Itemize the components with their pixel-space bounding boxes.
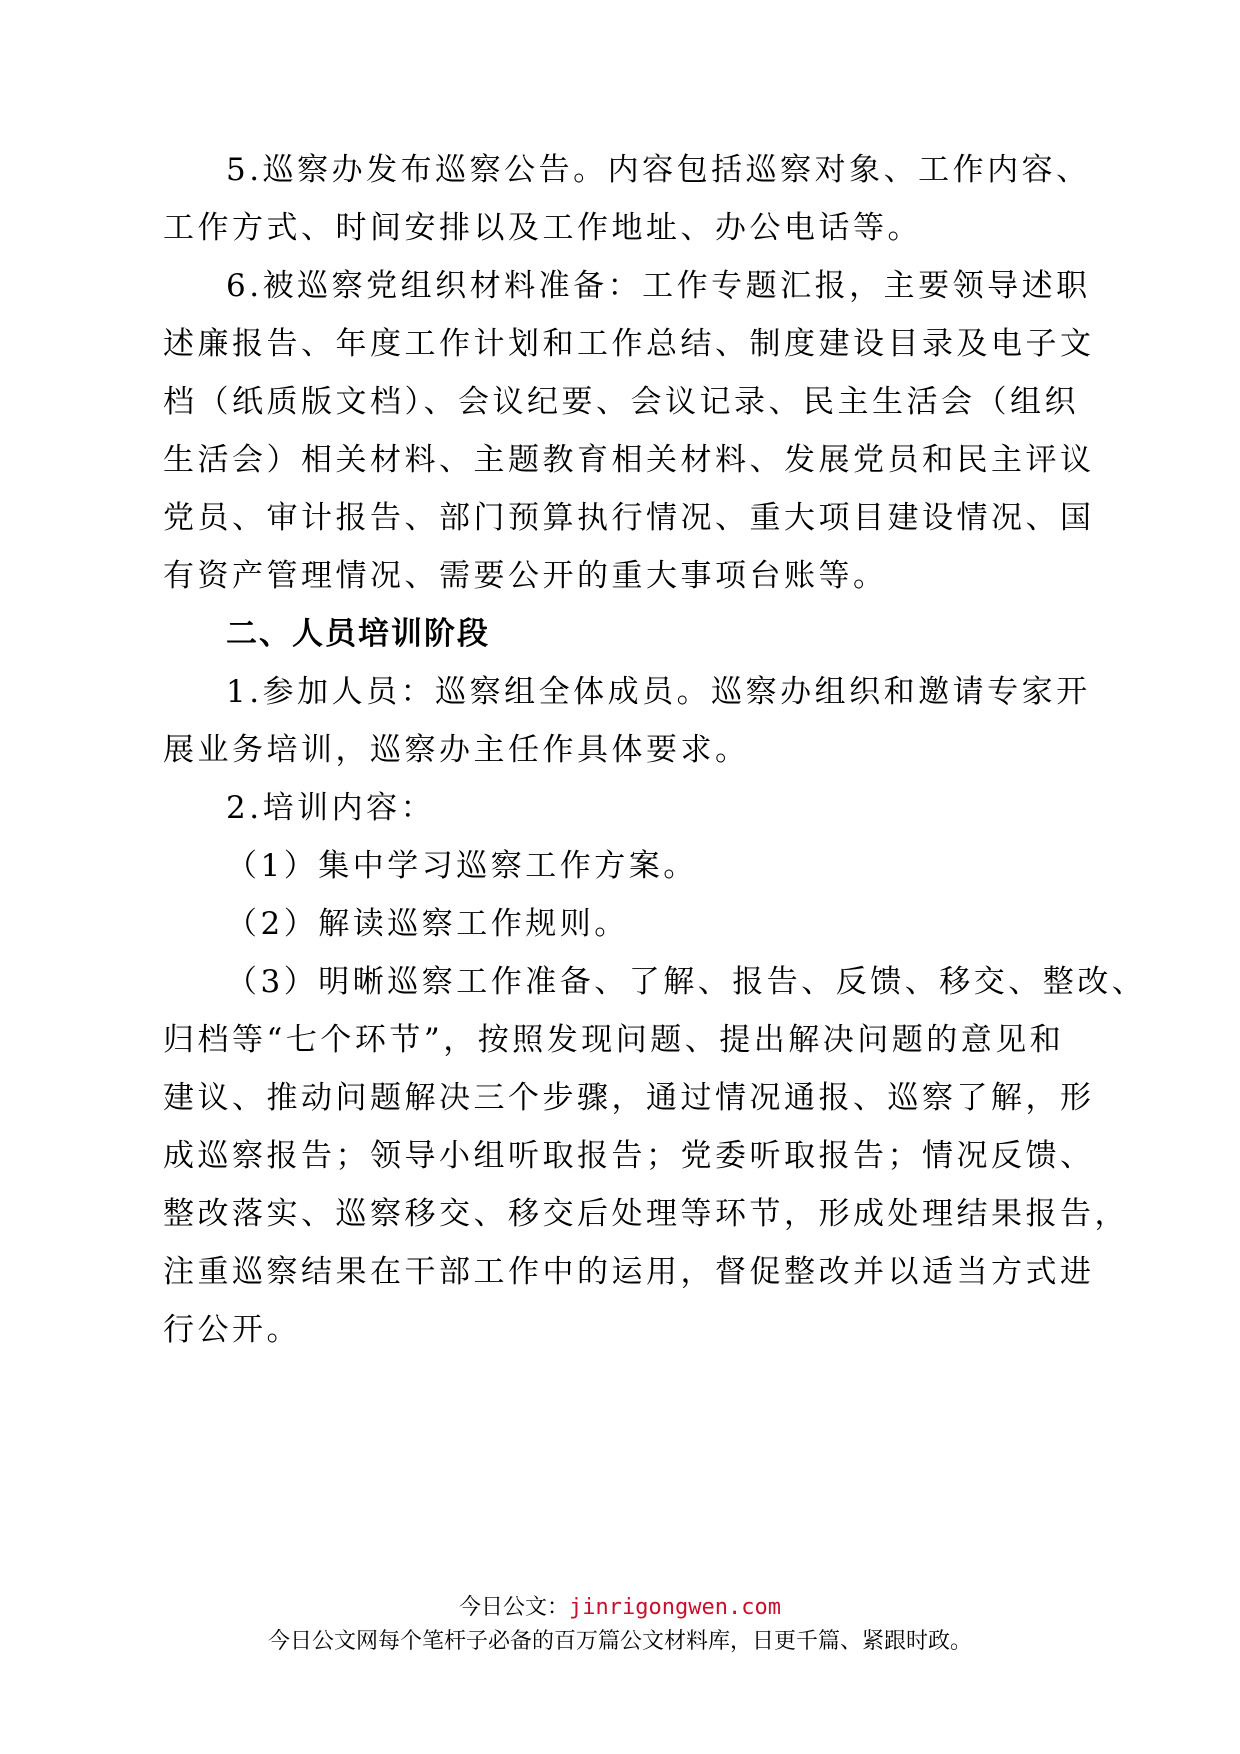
paragraph-line: 党员、审计报告、部门预算执行情况、重大项目建设情况、国 [163, 500, 1095, 536]
paragraph-line: 整改落实、巡察移交、移交后处理等环节，形成处理结果报告， [163, 1196, 1129, 1232]
paragraph-line: 述廉报告、年度工作计划和工作总结、制度建设目录及电子文 [163, 326, 1095, 362]
footer-site-label: 今日公文： [459, 1595, 570, 1620]
paragraph-line: （2）解读巡察工作规则。 [226, 906, 629, 942]
footer-site [0, 1593, 1240, 1623]
paragraph-line: 2.培训内容： [226, 790, 436, 826]
paragraph-line: 归档等“七个环节”，按照发现问题、提出解决问题的意见和 [163, 1022, 1065, 1058]
paragraph-line: （1）集中学习巡察工作方案。 [226, 848, 698, 884]
paragraph-line: 建议、推动问题解决三个步骤，通过情况通报、巡察了解，形 [163, 1080, 1095, 1116]
section-heading: 二、人员培训阶段 [226, 616, 490, 652]
paragraph-line: 展业务培训，巡察办主任作具体要求。 [163, 732, 750, 768]
footer-slogan: 今日公文网每个笔杆子必备的百万篇公文材料库，日更千篇、紧跟时政。 [267, 1629, 972, 1654]
paragraph-line: 工作方式、时间安排以及工作地址、办公电话等。 [163, 210, 922, 246]
paragraph-line: 有资产管理情况、需要公开的重大事项台账等。 [163, 558, 888, 594]
paragraph-line: 成巡察报告；领导小组听取报告；党委听取报告；情况反馈、 [163, 1138, 1095, 1174]
footer-site-link[interactable]: jinrigongwen.com [569, 1595, 781, 1620]
paragraph-line: 行公开。 [163, 1312, 301, 1348]
paragraph-line: 注重巡察结果在干部工作中的运用，督促整改并以适当方式进 [163, 1254, 1095, 1290]
paragraph-line: （3）明晰巡察工作准备、了解、报告、反馈、移交、整改、 [226, 964, 1147, 1000]
paragraph-line: 6.被巡察党组织材料准备：工作专题汇报，主要领导述职 [226, 268, 1091, 304]
paragraph-line: 1.参加人员：巡察组全体成员。巡察办组织和邀请专家开 [226, 674, 1091, 710]
paragraph-line: 5.巡察办发布巡察公告。内容包括巡察对象、工作内容、 [226, 152, 1091, 188]
paragraph-line: 生活会）相关材料、主题教育相关材料、发展党员和民主评议 [163, 442, 1095, 478]
paragraph-line: 档（纸质版文档）、会议纪要、会议记录、民主生活会（组织 [163, 384, 1079, 420]
